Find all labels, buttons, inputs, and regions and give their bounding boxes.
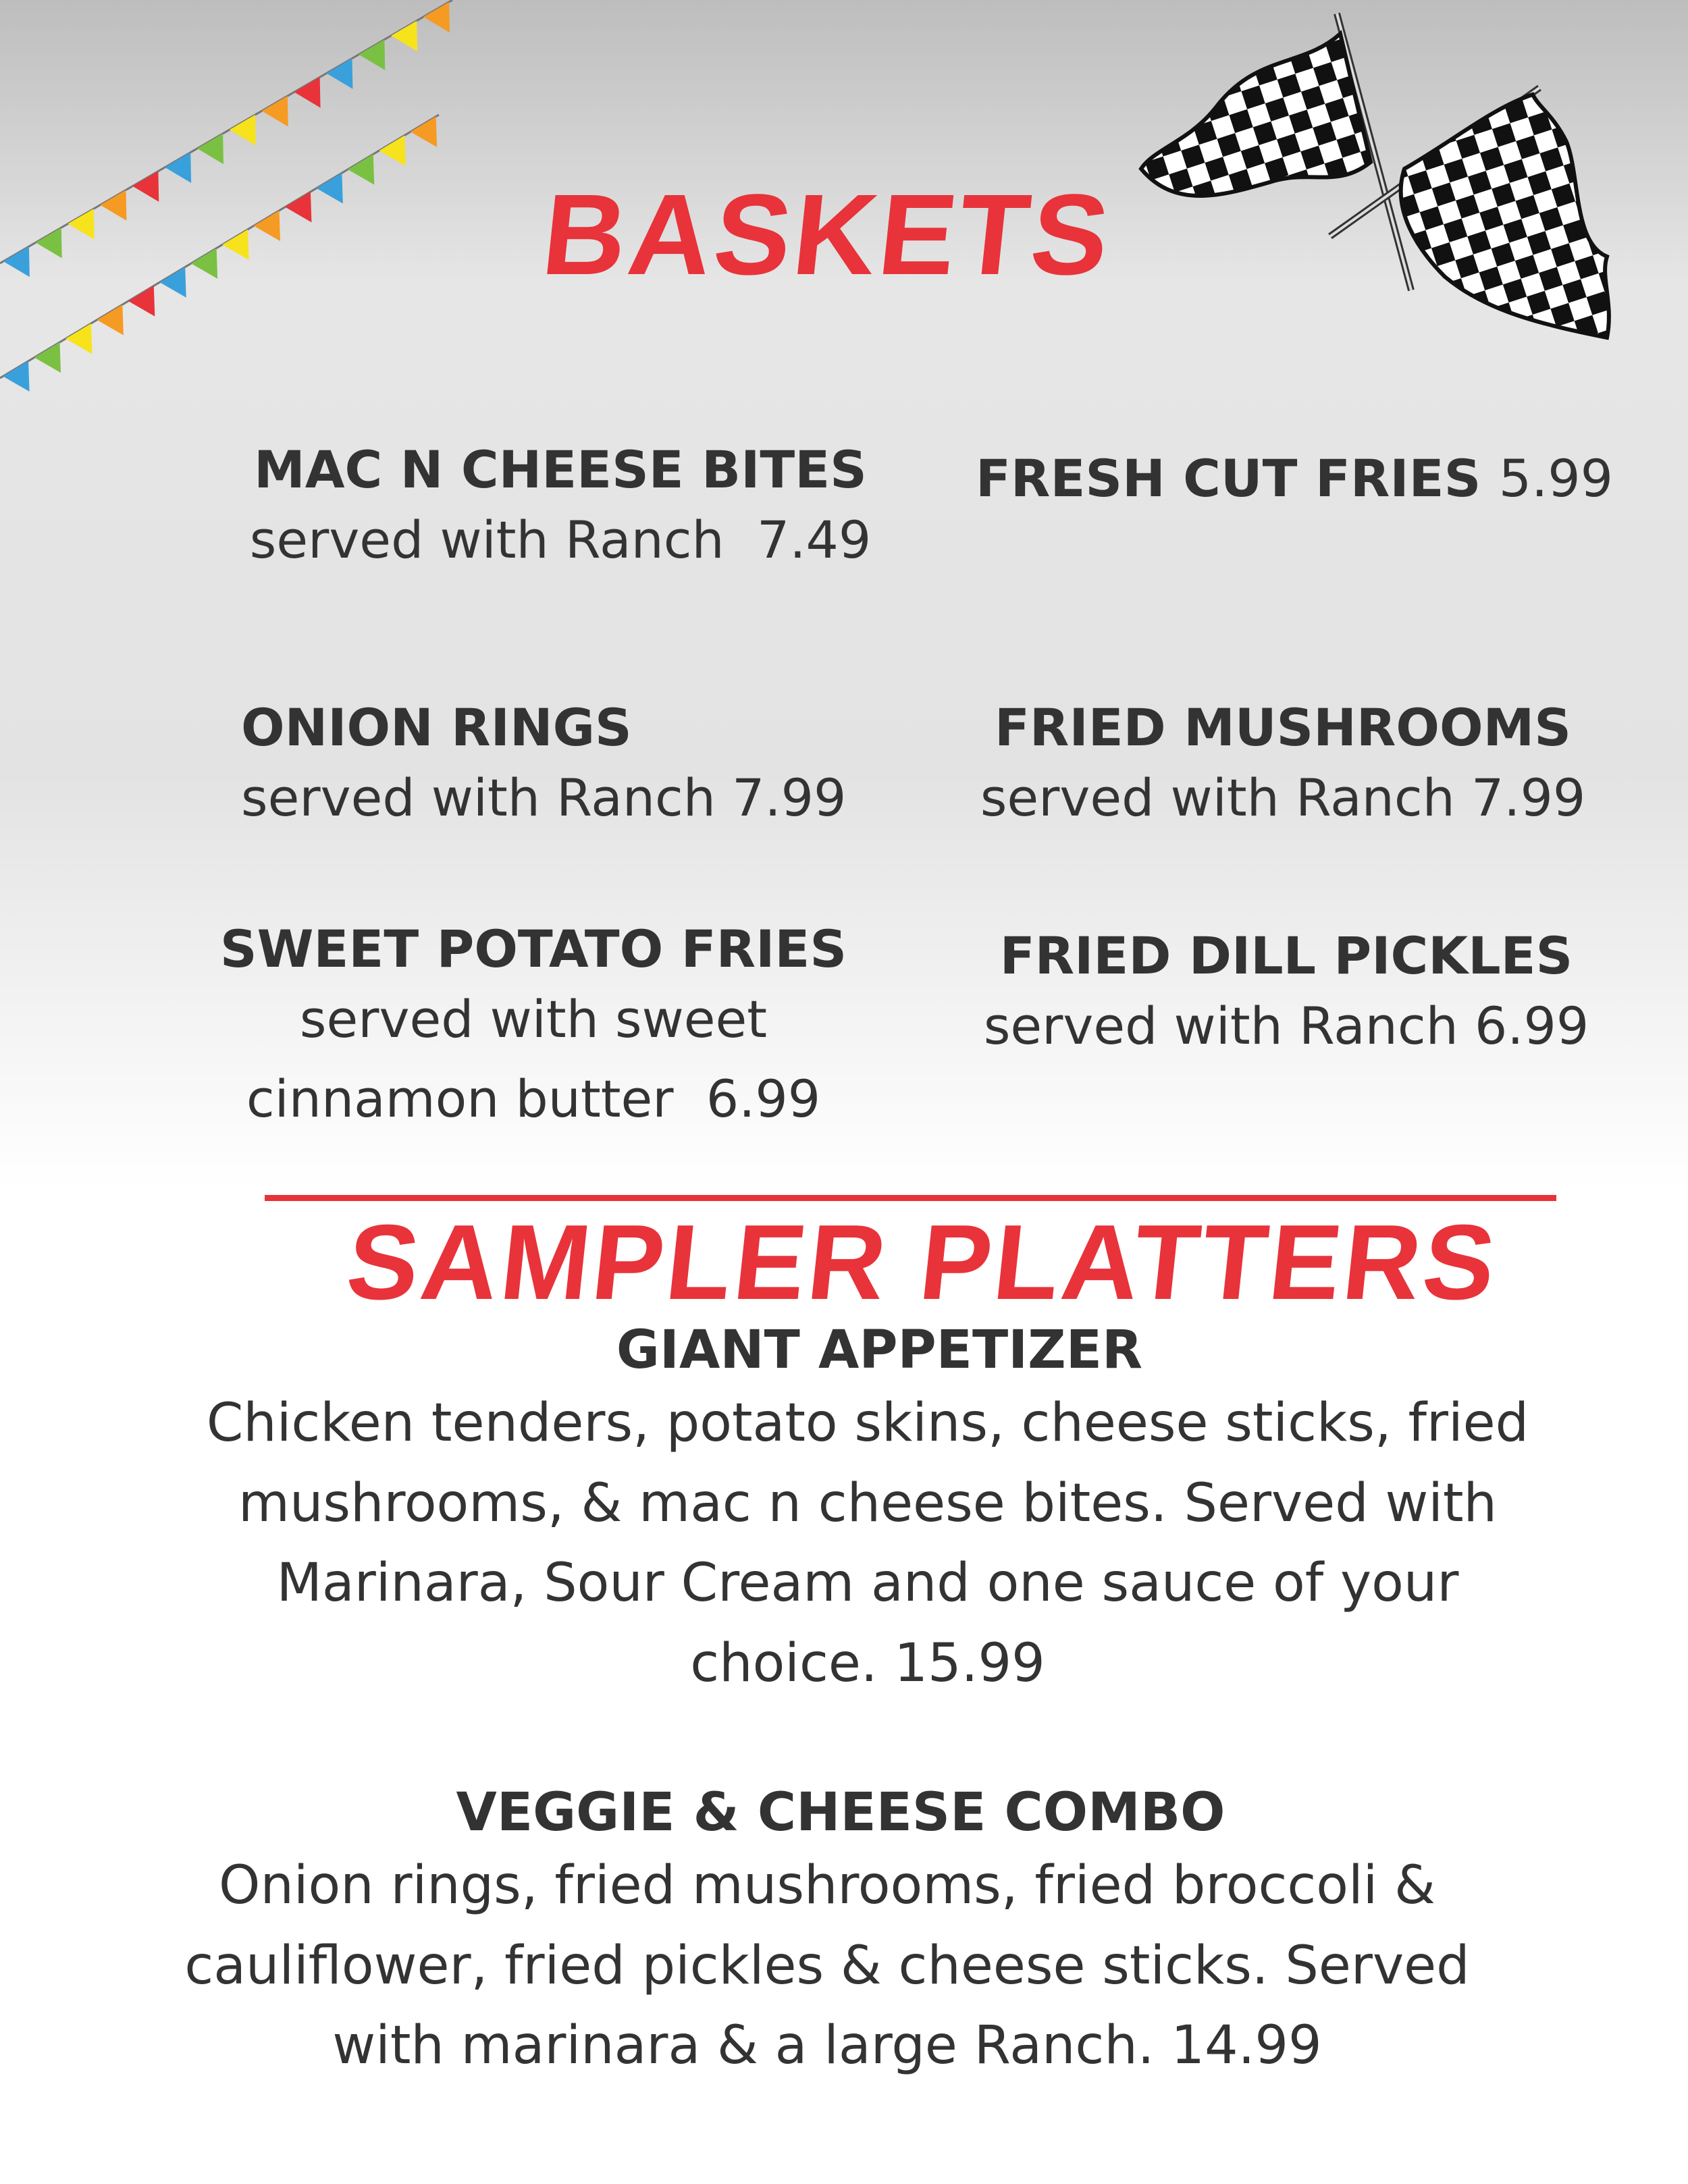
platter-giant-appetizer	[108, 1320, 1627, 1703]
pennant-icon	[100, 190, 126, 220]
sampler-platters-title: SAMPLER PLATTERS	[341, 1203, 1504, 1322]
platter-desc: Chicken tenders, potato skins, cheese sticks, fried mushrooms, & mac n cheese bites. Served with Marinara, Sour Cream and one sauce of your choice. 15.99	[206, 1393, 1529, 1694]
platter-veggie-cheese-combo	[68, 1782, 1587, 2086]
item-desc: served with Ranch 7.49	[249, 510, 872, 570]
checkered-flags-icon	[1134, 7, 1634, 358]
pennant-icon	[34, 342, 61, 373]
baskets-title: BASKETS	[537, 171, 1118, 299]
item-desc: served with Ranch 7.99	[980, 768, 1586, 828]
item-name: FRIED MUSHROOMS	[995, 697, 1571, 757]
pennant-icon	[191, 248, 217, 279]
pennant-icon	[222, 230, 248, 260]
menu-item-sweet-potato-fries	[196, 918, 871, 1139]
pennant-icon	[132, 171, 159, 202]
item-name: MAC N CHEESE BITES	[254, 440, 867, 500]
item-name: FRIED DILL PICKLES	[999, 926, 1573, 986]
bunting-icon	[0, 0, 473, 405]
pennant-icon	[326, 58, 352, 88]
platter-name: GIANT APPETIZER	[616, 1320, 1143, 1381]
platter-desc: Onion rings, fried mushrooms, fried broccoli & cauliflower, fried pickles & cheese sticks. Served with marinara & a large Ranch. 14.99	[184, 1855, 1470, 2077]
menu-item-onion-rings	[241, 697, 916, 838]
pennant-icon	[36, 228, 62, 258]
menu-item-fried-mushrooms	[945, 697, 1620, 838]
platter-name: VEGGIE & CHEESE COMBO	[456, 1782, 1225, 1843]
pennant-icon	[230, 115, 256, 145]
item-name: FRESH CUT FRIES 5.99	[976, 448, 1613, 508]
menu-item-fresh-cut-fries	[976, 448, 1651, 509]
pennant-icon	[391, 21, 417, 51]
item-desc: served with Ranch 7.99	[241, 768, 847, 828]
pennant-icon	[423, 2, 450, 32]
pennant-icon	[379, 135, 405, 165]
pennant-icon	[68, 209, 95, 239]
pennant-icon	[294, 77, 321, 107]
pennant-icon	[348, 154, 374, 184]
pennant-icon	[97, 304, 124, 335]
pennant-icon	[262, 96, 288, 126]
pennant-icon	[3, 246, 30, 277]
pennant-icon	[128, 286, 155, 316]
pennant-icon	[197, 134, 223, 164]
pennant-icon	[159, 267, 186, 297]
item-name: SWEET POTATO FRIES	[219, 919, 847, 979]
pennant-icon	[285, 192, 311, 222]
pennant-icon	[411, 117, 437, 147]
section-divider	[265, 1195, 1556, 1201]
item-desc: served with Ranch 6.99	[983, 996, 1589, 1057]
menu-item-mac-n-cheese-bites	[223, 439, 898, 580]
item-desc: cinnamon butter 6.99	[246, 1068, 821, 1129]
item-name: ONION RINGS	[241, 697, 632, 757]
item-desc: served with sweet	[299, 989, 768, 1050]
pennant-icon	[359, 40, 385, 70]
menu-item-fried-dill-pickles	[949, 925, 1624, 1066]
pennant-icon	[317, 173, 343, 203]
pennant-icon	[254, 211, 280, 241]
pennant-icon	[3, 361, 29, 392]
pennant-icon	[165, 153, 191, 183]
pennant-icon	[65, 323, 92, 354]
